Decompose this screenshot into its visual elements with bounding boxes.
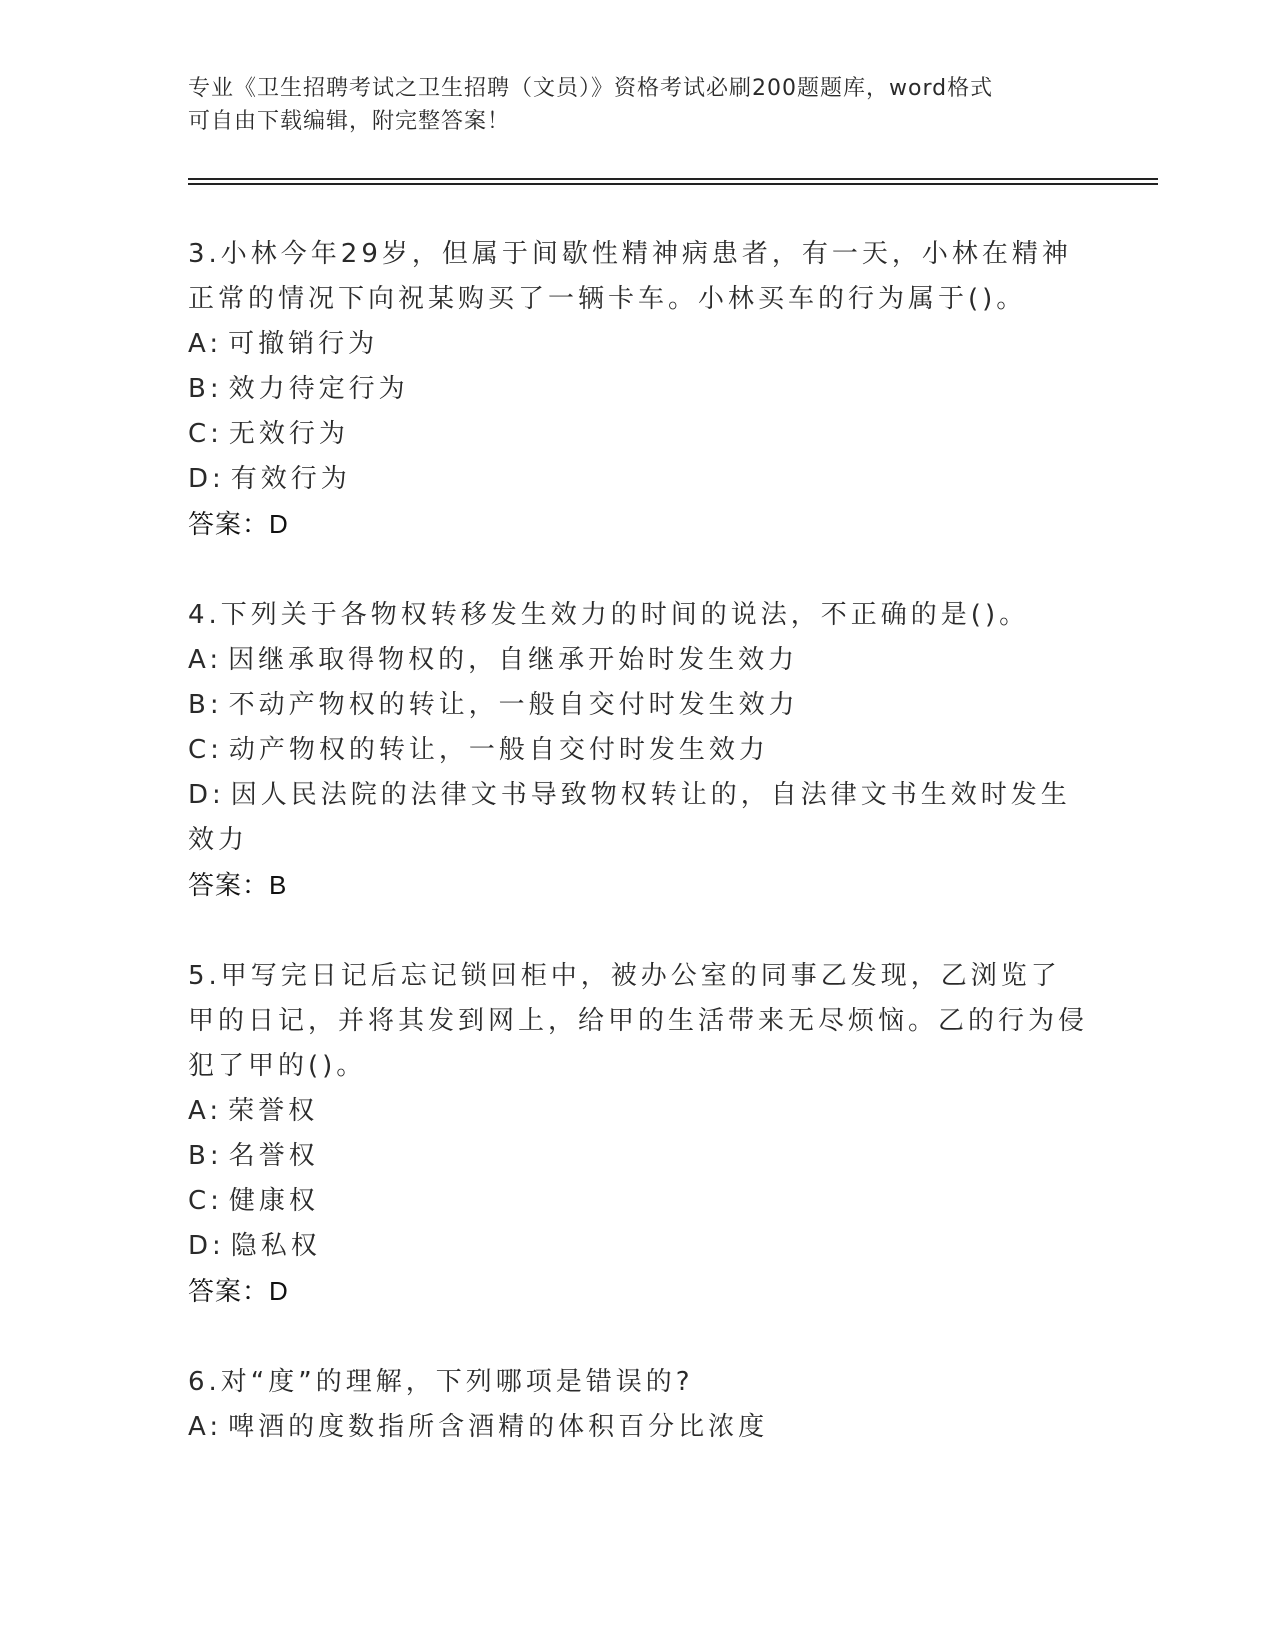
option-d [188, 773, 1088, 863]
option-b [188, 367, 1088, 412]
option-key: A: [188, 645, 223, 675]
option-key: B: [188, 374, 223, 404]
option-text: 健康权 [228, 1186, 319, 1216]
question-stem: 5.甲写完日记后忘记锁回柜中，被办公室的同事乙发现，乙浏览了甲的日记，并将其发到网上，给甲的生活带来无尽烦恼。乙的行为侵犯了甲的()。 [188, 961, 1089, 1081]
option-text: 可撤销行为 [228, 329, 379, 359]
question-list [188, 232, 1088, 1496]
document-header [188, 72, 1068, 138]
option-c [188, 728, 1088, 773]
option-key: B: [188, 1141, 223, 1171]
option-key: D: [188, 464, 225, 494]
option-a [188, 1089, 1088, 1134]
option-text: 荣誉权 [228, 1096, 319, 1126]
option-key: D: [188, 1231, 225, 1261]
option-text: 效力待定行为 [228, 374, 409, 404]
answer-line: 答案：D [188, 509, 289, 539]
option-key: C: [188, 735, 223, 765]
answer-line: 答案：B [188, 870, 288, 900]
header-line-1: 专业《卫生招聘考试之卫生招聘（文员）》资格考试必刷200题题库，word格式 [188, 76, 994, 101]
header-rule-top [188, 178, 1158, 180]
option-text: 不动产物权的转让，一般自交付时发生效力 [228, 690, 799, 720]
option-text: 因人民法院的法律文书导致物权转让的，自法律文书生效时发生效力 [188, 780, 1071, 855]
question-6 [188, 1360, 1088, 1450]
option-a [188, 638, 1088, 683]
option-key: A: [188, 1412, 223, 1442]
question-4 [188, 593, 1088, 908]
header-line-2: 可自由下载编辑，附完整答案！ [188, 109, 511, 134]
option-b [188, 1134, 1088, 1179]
option-c [188, 1179, 1088, 1224]
header-rule-bottom [188, 183, 1158, 185]
option-key: A: [188, 1096, 223, 1126]
answer-line: 答案：D [188, 1276, 289, 1306]
option-c [188, 412, 1088, 457]
option-text: 因继承取得物权的，自继承开始时发生效力 [228, 645, 799, 675]
option-text: 有效行为 [230, 464, 351, 494]
option-text: 名誉权 [228, 1141, 319, 1171]
option-d [188, 1224, 1088, 1269]
option-b [188, 683, 1088, 728]
question-stem: 6.对“度”的理解，下列哪项是错误的? [188, 1367, 694, 1397]
option-a [188, 322, 1088, 367]
option-key: B: [188, 690, 223, 720]
option-key: C: [188, 419, 223, 449]
option-text: 啤酒的度数指所含酒精的体积百分比浓度 [228, 1412, 769, 1442]
option-text: 无效行为 [228, 419, 349, 449]
option-text: 隐私权 [230, 1231, 321, 1261]
option-text: 动产物权的转让，一般自交付时发生效力 [228, 735, 769, 765]
option-key: A: [188, 329, 223, 359]
option-d [188, 457, 1088, 502]
option-a [188, 1405, 1088, 1450]
question-stem: 4.下列关于各物权转移发生效力的时间的说法，不正确的是()。 [188, 600, 1030, 630]
option-key: D: [188, 780, 225, 810]
option-key: C: [188, 1186, 223, 1216]
question-5 [188, 954, 1088, 1314]
question-stem: 3.小林今年29岁，但属于间歇性精神病患者，有一天，小林在精神正常的情况下向祝某购买了一辆卡车。小林买车的行为属于()。 [188, 239, 1072, 314]
question-3 [188, 232, 1088, 547]
